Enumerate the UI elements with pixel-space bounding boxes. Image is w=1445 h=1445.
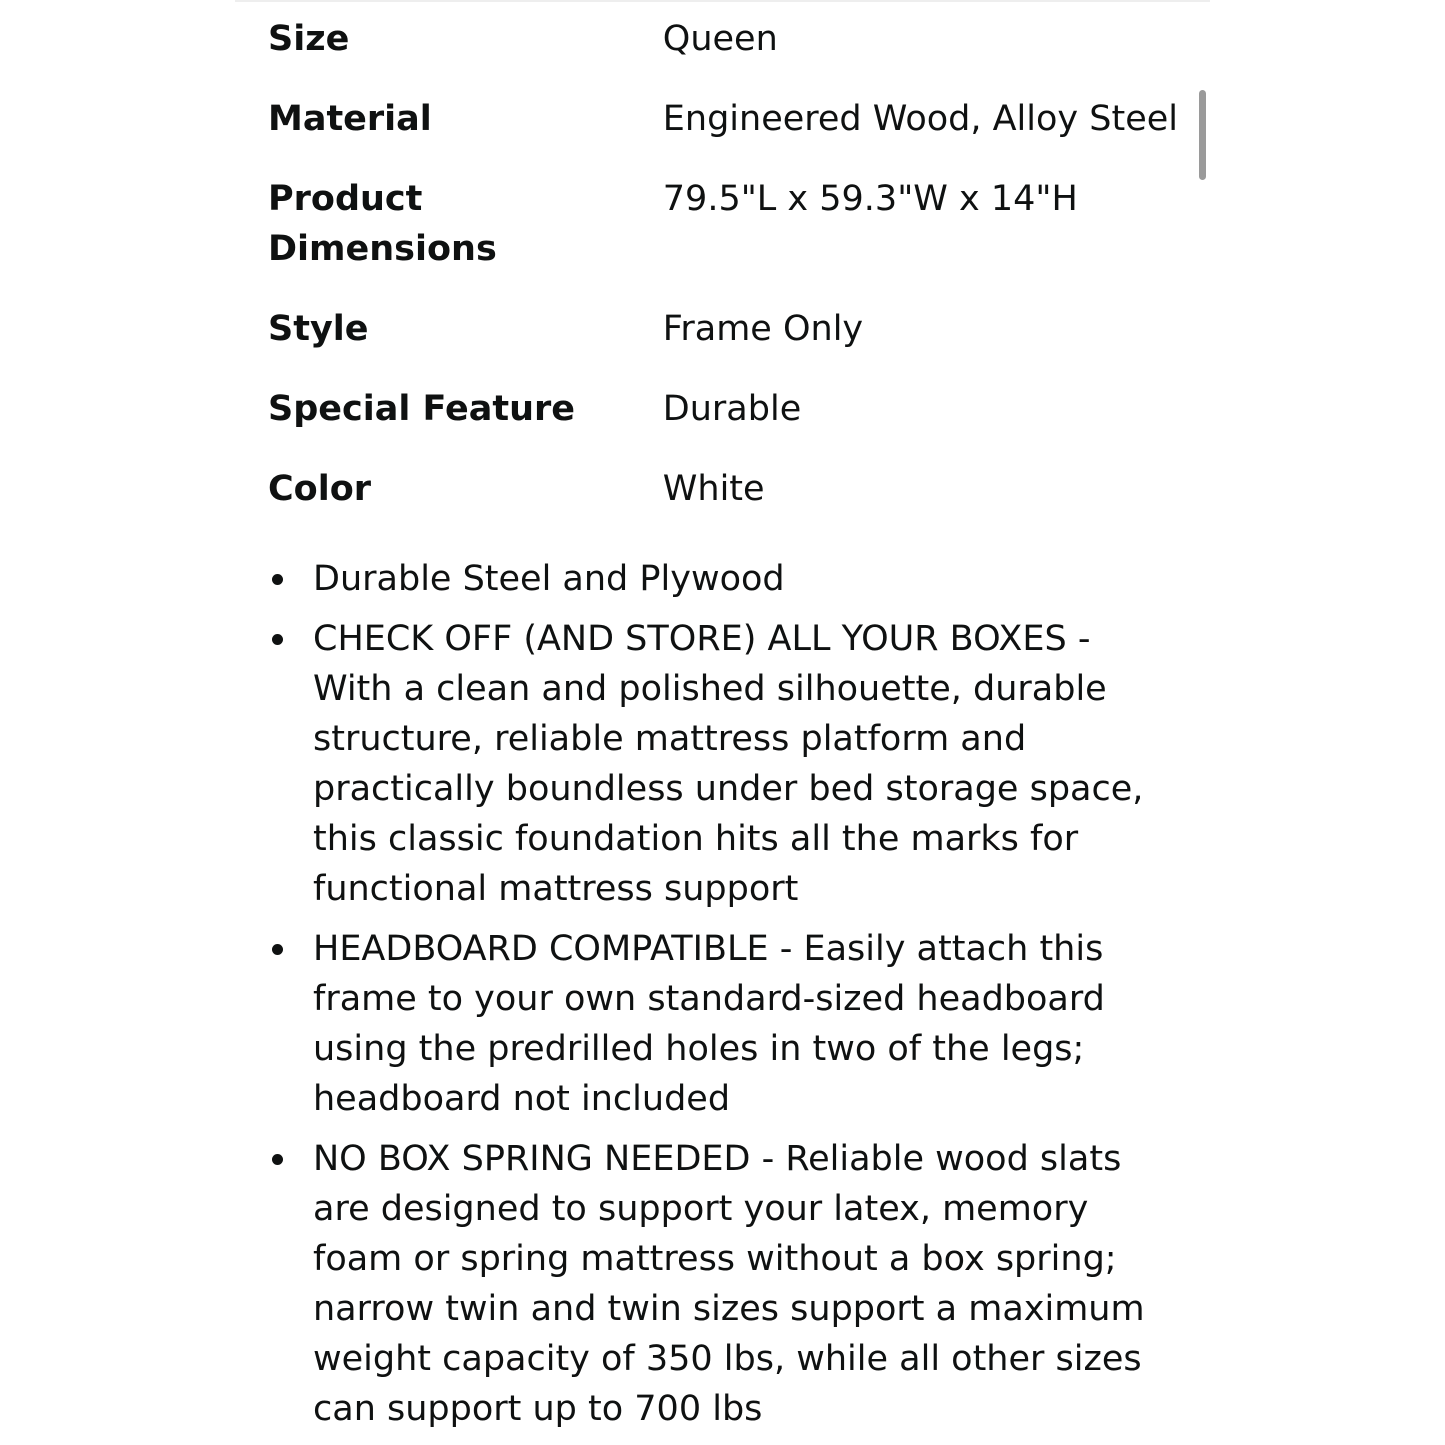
feature-bullet-text: HEADBOARD COMPATIBLE - Easily attach this frame to your own standard-sized headboard using the predrilled holes in two of the legs; headboard not included	[313, 929, 1105, 1119]
spec-row-style	[268, 304, 1178, 384]
spec-value: Durable	[662, 389, 802, 429]
feature-bullet	[268, 554, 1178, 604]
bullet-dot-icon	[272, 1154, 283, 1165]
spec-label: Product Dimensions	[268, 179, 497, 269]
spec-row-material	[268, 94, 1178, 174]
spec-label: Material	[268, 99, 432, 139]
spec-value: White	[662, 469, 765, 509]
feature-bullet-text: CHECK OFF (AND STORE) ALL YOUR BOXES - With a clean and polished silhouette, durable structure, reliable mattress platform and practically boundless under bed storage space, this classic foundation hits all the marks for functional mattress support	[313, 619, 1144, 909]
feature-bullet	[268, 924, 1178, 1124]
scrollbar-thumb[interactable]	[1199, 90, 1206, 180]
bullet-dot-icon	[272, 944, 283, 955]
spec-table	[268, 14, 1178, 514]
spec-row-size	[268, 14, 1178, 94]
bullet-dot-icon	[272, 574, 283, 585]
top-divider	[235, 0, 1210, 2]
spec-value: Queen	[662, 19, 778, 59]
feature-bullet-list	[268, 554, 1178, 1434]
spec-row-color	[268, 464, 1178, 514]
spec-value: 79.5"L x 59.3"W x 14"H	[662, 179, 1078, 219]
spec-row-special-feature	[268, 384, 1178, 464]
feature-bullet	[268, 1134, 1178, 1434]
spec-label: Style	[268, 309, 369, 349]
spec-label: Special Feature	[268, 389, 576, 429]
feature-bullet-text: NO BOX SPRING NEEDED - Reliable wood slats are designed to support your latex, memory foam or spring mattress without a box spring; narrow twin and twin sizes support a maximum weight capacity of 350 lbs, while all other sizes can support up to 700 lbs	[313, 1139, 1145, 1429]
feature-bullet-text: Durable Steel and Plywood	[313, 559, 785, 599]
bullet-dot-icon	[272, 634, 283, 645]
spec-value: Engineered Wood, Alloy Steel	[662, 99, 1178, 139]
spec-label: Size	[268, 19, 350, 59]
feature-bullet	[268, 614, 1178, 914]
product-details	[268, 14, 1178, 1444]
spec-label: Color	[268, 469, 372, 509]
spec-value: Frame Only	[662, 309, 864, 349]
spec-row-product-dimensions	[268, 174, 1178, 304]
